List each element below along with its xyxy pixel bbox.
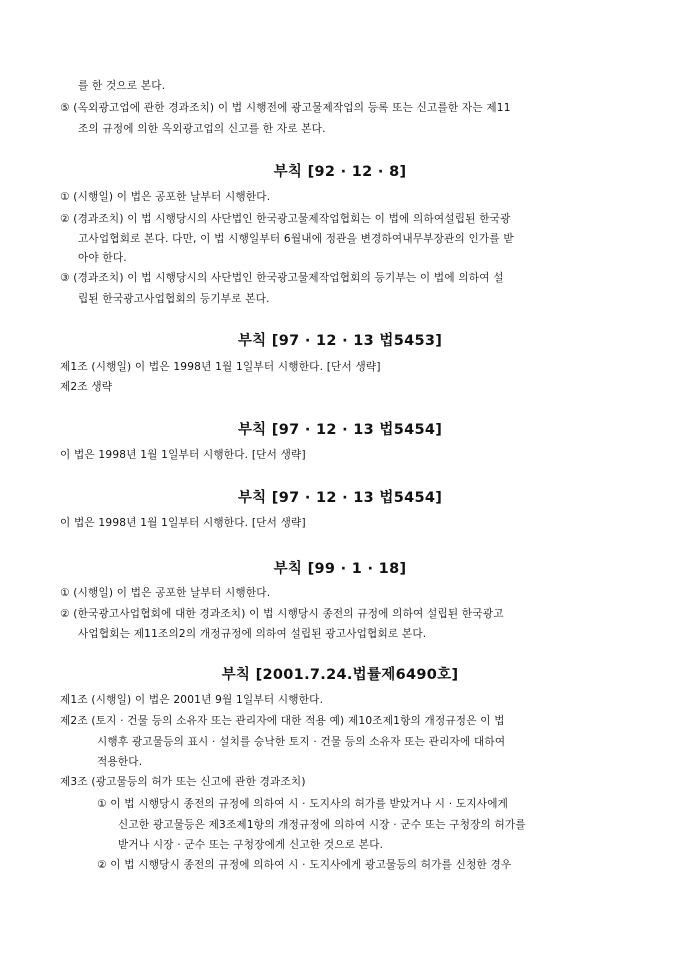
text-line: 조의 규정에 의한 옥외광고업의 신고를 한 자로 본다. bbox=[78, 123, 326, 135]
text-line: 신고한 광고물등은 제3조제1항의 개정규정에 의하여 시장 · 군수 또는 구청장의 허가를 bbox=[118, 819, 526, 831]
text-line: ① (시행일) 이 법은 공포한 날부터 시행한다. bbox=[60, 191, 271, 203]
text-line: ① (시행일) 이 법은 공포한 날부터 시행한다. bbox=[60, 587, 271, 599]
text-line: 제2조 생략 bbox=[60, 381, 113, 393]
text-line: 아야 한다. bbox=[78, 252, 127, 264]
text-line: 립된 한국광고사업협회의 등기부로 본다. bbox=[78, 293, 270, 305]
text-line: 받거나 시장 · 군수 또는 구청장에게 신고한 것으로 본다. bbox=[118, 839, 384, 851]
text-line: 이 법은 1998년 1월 1일부터 시행한다. [단서 생략] bbox=[60, 517, 306, 529]
text-line: ② (한국광고사업협회에 대한 경과조치) 이 법 시행당시 종전의 규정에 의하여 설립된 한국광고 bbox=[60, 608, 504, 620]
text-line: 제1조 (시행일) 이 법은 2001년 9월 1일부터 시행한다. bbox=[60, 694, 324, 706]
section-heading: 부칙 [99 · 1 · 18] bbox=[273, 561, 407, 577]
text-line: ⑤ (옥외광고업에 관한 경과조치) 이 법 시행전에 광고물제작업의 등록 또는 신고를한 자는 제11 bbox=[60, 102, 511, 114]
text-line: 제2조 (토지 · 건물 등의 소유자 또는 관리자에 대한 적용 예) 제10조제1항의 개정규정은 이 법 bbox=[60, 715, 505, 727]
text-line: ① 이 법 시행당시 종전의 규정에 의하여 시 · 도지사의 허가를 받았거나 시 · 도지사에게 bbox=[97, 798, 509, 810]
text-line: 제3조 (광고물등의 허가 또는 신고에 관한 경과조치) bbox=[60, 776, 306, 788]
text-line: 적용한다. bbox=[97, 756, 143, 768]
section-heading: 부칙 [97 · 12 · 13 법5453] bbox=[237, 333, 443, 349]
text-line: ② 이 법 시행당시 종전의 규정에 의하여 시 · 도지사에게 광고물등의 허가를 신청한 경우 bbox=[97, 859, 512, 871]
text-line: 고사업협회로 본다. 다만, 이 법 시행일부터 6월내에 정관을 변경하여내무부장관의 인가를 받 bbox=[78, 233, 514, 245]
text-line: 이 법은 1998년 1월 1일부터 시행한다. [단서 생략] bbox=[60, 449, 306, 461]
text-line: ② (경과조치) 이 법 시행당시의 사단법인 한국광고물제작업협회는 이 법에 의하여설립된 한국광 bbox=[60, 213, 511, 225]
section-heading: 부칙 [97 · 12 · 13 법5454] bbox=[237, 490, 443, 506]
text-line: 시행후 광고물등의 표시 · 설치를 승낙한 토지 · 건물 등의 소유자 또는 관리자에 대하여 bbox=[97, 736, 506, 748]
section-heading: 부칙 [92 · 12 · 8] bbox=[273, 164, 407, 180]
section-heading: 부칙 [97 · 12 · 13 법5454] bbox=[237, 422, 443, 438]
text-line: 사업협회는 제11조의2의 개정규정에 의하여 설립된 광고사업협회로 본다. bbox=[78, 628, 427, 640]
section-heading: 부칙 [2001.7.24.법률제6490호] bbox=[221, 667, 459, 683]
text-line: ③ (경과조치) 이 법 시행당시의 사단법인 한국광고물제작업협회의 등기부는 이 법에 의하여 설 bbox=[60, 272, 504, 284]
text-line: 를 한 것으로 본다. bbox=[78, 80, 166, 92]
text-line: 제1조 (시행일) 이 법은 1998년 1월 1일부터 시행한다. [단서 생략] bbox=[60, 361, 381, 373]
